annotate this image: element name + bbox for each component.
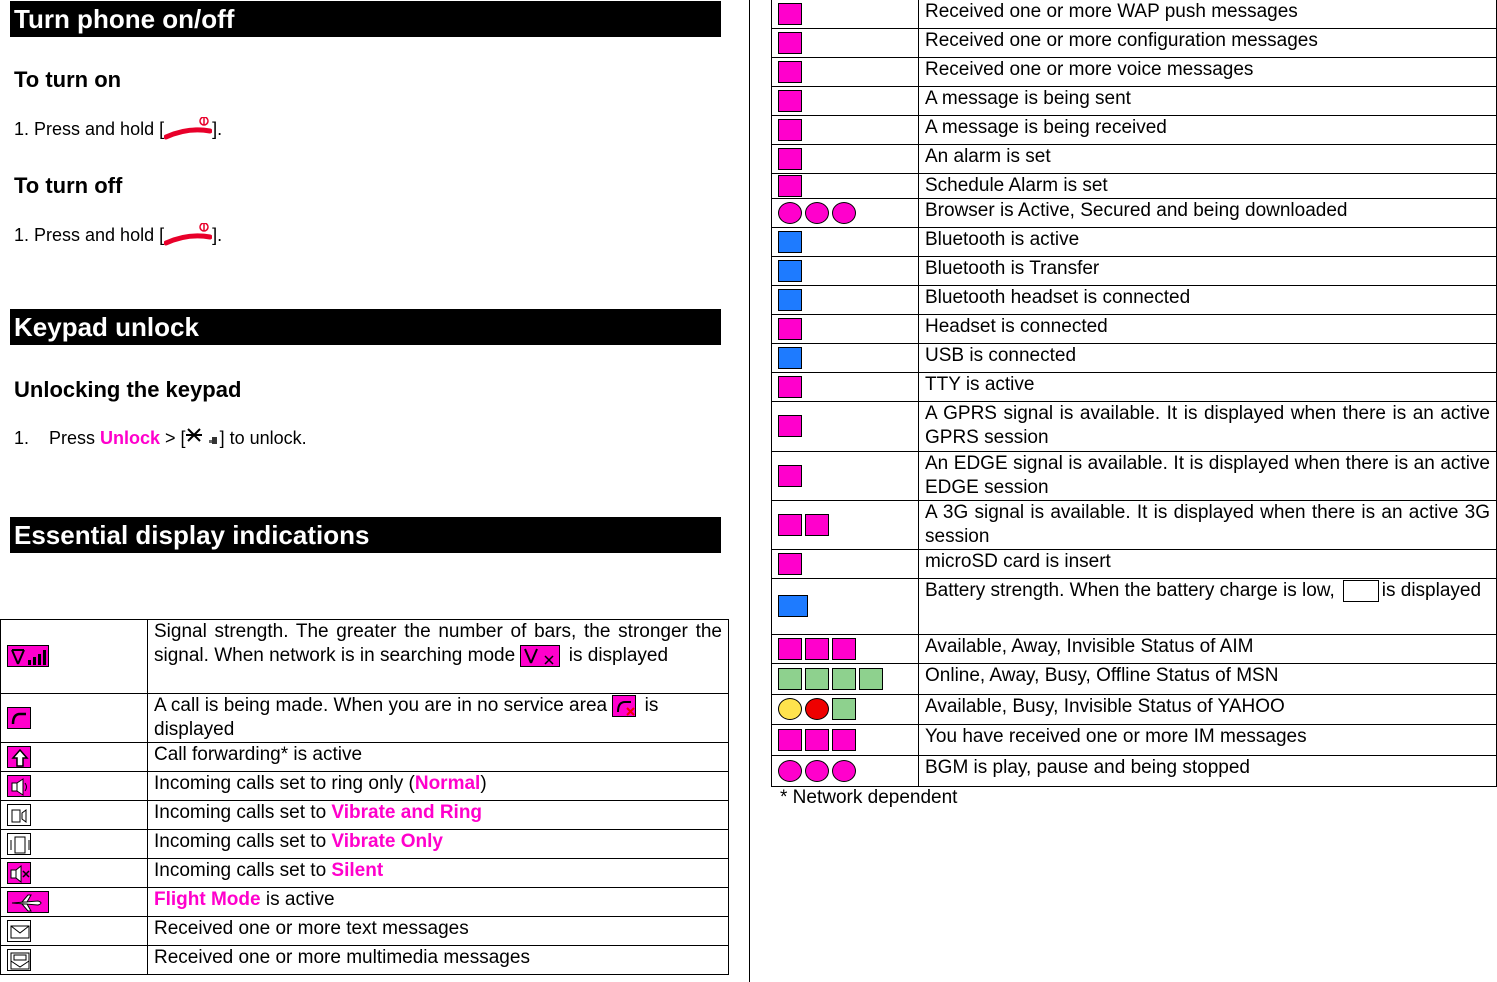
icon-cell xyxy=(772,87,919,116)
description-cell xyxy=(919,579,1497,635)
table-row xyxy=(772,315,1497,344)
description-cell xyxy=(919,756,1497,787)
msn-offline-icon xyxy=(859,668,883,690)
table-row xyxy=(772,635,1497,664)
unlock-step-prefix: 1. Press xyxy=(14,428,101,448)
icon-cell xyxy=(772,725,919,756)
description-text: TTY is active xyxy=(925,374,1035,395)
table-row xyxy=(1,888,729,917)
description-cell xyxy=(919,501,1497,550)
description-cell xyxy=(148,888,729,917)
description-cell xyxy=(919,550,1497,579)
ring-text: Incoming calls set to ring only ( xyxy=(154,773,415,794)
vibrate-icon xyxy=(7,833,31,855)
description-cell xyxy=(919,228,1497,257)
star-key-icon xyxy=(186,427,220,447)
icon-cell xyxy=(1,772,148,801)
headset-icon xyxy=(778,318,802,340)
icon-cell xyxy=(1,859,148,888)
section-header-essential-display: Essential display indications xyxy=(10,517,721,553)
icon-cell xyxy=(772,286,919,315)
description-text: Browser is Active, Secured and being downloaded xyxy=(925,200,1348,221)
icon-cell xyxy=(772,344,919,373)
yahoo-invisible-icon xyxy=(832,698,856,720)
icon-cell xyxy=(772,29,919,58)
icon-cell xyxy=(772,145,919,174)
icon-cell xyxy=(772,756,919,787)
unlocking-heading: Unlocking the keypad xyxy=(14,377,242,402)
turn-on-step-end: ]. xyxy=(212,119,223,139)
description-text: A message is being sent xyxy=(925,88,1131,109)
table-row xyxy=(772,725,1497,756)
description-cell xyxy=(919,0,1497,29)
description-text: A GPRS signal is available. It is displayed when there is an active GPRS session xyxy=(925,403,1490,448)
table-row xyxy=(772,29,1497,58)
call-forward-text: Call forwarding* is active xyxy=(154,744,363,765)
yahoo-available-icon xyxy=(778,698,802,720)
ring-icon xyxy=(7,775,31,797)
icon-cell xyxy=(772,452,919,501)
table-row xyxy=(772,257,1497,286)
description-text: Received one or more WAP push messages xyxy=(925,1,1298,22)
description-text: Bluetooth headset is connected xyxy=(925,287,1191,308)
icon-cell xyxy=(772,550,919,579)
description-text: Battery strength. When the battery charge is low, xyxy=(925,580,1335,601)
im-alert-icon xyxy=(832,729,856,751)
call-icon xyxy=(7,707,31,729)
low-battery-icon xyxy=(1343,580,1379,602)
right-icon-table xyxy=(771,0,1497,787)
table-row xyxy=(1,772,729,801)
icon-cell xyxy=(772,58,919,87)
left-column xyxy=(10,0,721,553)
description-cell xyxy=(919,664,1497,695)
description-text: Received one or more configuration messages xyxy=(925,30,1318,51)
turn-off-heading: To turn off xyxy=(14,173,123,198)
unlock-softkey-label: Unlock xyxy=(100,428,161,448)
flight-mode-icon xyxy=(7,891,49,913)
icon-cell xyxy=(772,116,919,145)
left-icon-table xyxy=(0,619,729,975)
table-row xyxy=(1,917,729,946)
bgm-pause-icon xyxy=(805,760,829,782)
description-text: Bluetooth is active xyxy=(925,229,1080,250)
description-text: Available, Busy, Invisible Status of YAHOO xyxy=(925,696,1285,717)
gprs-icon xyxy=(778,415,802,437)
network-searching-icon xyxy=(520,645,560,667)
ring-mode-label: Normal xyxy=(414,773,481,794)
description-text: Received one or more voice messages xyxy=(925,59,1254,80)
table-row xyxy=(772,174,1497,199)
description-cell xyxy=(148,694,729,743)
table-row xyxy=(1,801,729,830)
call-forward-icon xyxy=(7,746,31,768)
icon-cell xyxy=(772,635,919,664)
description-text: You have received one or more IM messages xyxy=(925,726,1307,747)
icon-cell xyxy=(772,373,919,402)
description-cell xyxy=(148,917,729,946)
flight-mode-label: Flight Mode xyxy=(154,889,261,910)
silent-text: Incoming calls set to xyxy=(154,860,332,881)
table-row xyxy=(772,228,1497,257)
description-cell xyxy=(919,452,1497,501)
signal-strength-text: Signal strength. The greater the number of bars, the stronger the signal. When network is in searching mode xyxy=(154,621,722,666)
turn-off-step-end: ]. xyxy=(212,225,223,245)
description-text: Online, Away, Busy, Offline Status of MSN xyxy=(925,665,1279,686)
table-row xyxy=(772,373,1497,402)
description-text: USB is connected xyxy=(925,345,1077,366)
description-cell xyxy=(919,373,1497,402)
power-key-icon xyxy=(164,117,212,141)
ring-text-b: ) xyxy=(480,773,487,794)
table-row xyxy=(772,756,1497,787)
table-row xyxy=(772,550,1497,579)
table-row xyxy=(772,286,1497,315)
table-row xyxy=(1,743,729,772)
icon-cell xyxy=(772,315,919,344)
icon-cell xyxy=(1,946,148,975)
description-cell xyxy=(919,29,1497,58)
icon-cell xyxy=(1,743,148,772)
description-cell xyxy=(919,145,1497,174)
bluetooth-headset-icon xyxy=(778,289,802,311)
microsd-icon xyxy=(778,553,802,575)
vibrate-ring-mode-label: Vibrate and Ring xyxy=(331,802,483,823)
section-header-keypad-unlock: Keypad unlock xyxy=(10,309,721,345)
im-message-icon xyxy=(778,729,802,751)
description-cell xyxy=(919,695,1497,725)
vibrate-ring-text: Incoming calls set to xyxy=(154,802,332,823)
description-text: An EDGE signal is available. It is displayed when there is an active EDGE session xyxy=(925,453,1490,498)
message-receiving-icon xyxy=(778,119,802,141)
aim-away-icon xyxy=(805,638,829,660)
description-text: Available, Away, Invisible Status of AIM xyxy=(925,636,1254,657)
table-row xyxy=(772,452,1497,501)
tty-icon xyxy=(778,376,802,398)
turn-off-step xyxy=(14,223,721,247)
unlock-step xyxy=(14,427,721,449)
table-row xyxy=(772,87,1497,116)
table-row xyxy=(772,199,1497,228)
call-text-b: is displayed xyxy=(154,695,659,740)
table-row xyxy=(1,946,729,975)
icon-cell xyxy=(1,801,148,830)
silent-mode-label: Silent xyxy=(331,860,384,881)
table-row xyxy=(772,664,1497,695)
table-row xyxy=(772,402,1497,452)
table-row xyxy=(772,695,1497,725)
description-cell xyxy=(919,58,1497,87)
bluetooth-active-icon xyxy=(778,231,802,253)
description-cell xyxy=(919,116,1497,145)
description-text: Bluetooth is Transfer xyxy=(925,258,1100,279)
icon-cell xyxy=(772,501,919,550)
description-cell xyxy=(148,946,729,975)
table-row xyxy=(772,579,1497,635)
power-key-icon xyxy=(164,223,212,247)
configuration-message-icon xyxy=(778,32,802,54)
description-cell xyxy=(919,286,1497,315)
vibrate-mode-label: Vibrate Only xyxy=(331,831,444,852)
message-sending-icon xyxy=(778,90,802,112)
turn-off-step-text: 1. Press and hold [ xyxy=(14,225,165,245)
msn-busy-icon xyxy=(832,668,856,690)
wap-push-icon xyxy=(778,3,802,25)
description-cell xyxy=(148,620,729,694)
text-message-icon xyxy=(7,920,31,942)
icon-cell xyxy=(772,0,919,29)
signal-strength-text-b: is displayed xyxy=(563,645,669,666)
aim-invisible-icon xyxy=(832,638,856,660)
description-text: Schedule Alarm is set xyxy=(925,175,1108,196)
table-row xyxy=(772,145,1497,174)
description-text: BGM is play, pause and being stopped xyxy=(925,757,1250,778)
browser-downloading-icon xyxy=(832,202,856,224)
flight-mode-text: is active xyxy=(260,889,335,910)
description-cell xyxy=(919,402,1497,452)
description-cell xyxy=(919,635,1497,664)
3g-icon xyxy=(778,514,802,536)
turn-on-step-text: 1. Press and hold [ xyxy=(14,119,165,139)
signal-strength-icon xyxy=(7,645,49,667)
icon-cell xyxy=(1,620,148,694)
section-header-turn-phone: Turn phone on/off xyxy=(10,1,721,37)
description-cell xyxy=(919,344,1497,373)
table-row xyxy=(1,620,729,694)
column-divider xyxy=(749,0,750,982)
description-cell xyxy=(919,315,1497,344)
browser-secured-icon xyxy=(805,202,829,224)
description-cell xyxy=(148,830,729,859)
icon-cell xyxy=(772,199,919,228)
description-text: Headset is connected xyxy=(925,316,1108,337)
3g-active-icon xyxy=(805,514,829,536)
usb-icon xyxy=(778,347,802,369)
description-cell xyxy=(919,174,1497,199)
edge-icon xyxy=(778,465,802,487)
turn-on-heading: To turn on xyxy=(14,67,122,92)
multimedia-message-icon xyxy=(7,949,31,971)
turn-on-step xyxy=(14,117,721,141)
icon-cell xyxy=(1,917,148,946)
description-cell xyxy=(919,87,1497,116)
battery-icon xyxy=(778,595,808,617)
description-cell xyxy=(919,199,1497,228)
icon-cell xyxy=(1,830,148,859)
msn-online-icon xyxy=(778,668,802,690)
icon-cell xyxy=(772,257,919,286)
description-cell xyxy=(148,859,729,888)
vibrate-ring-icon xyxy=(7,804,31,826)
table-row xyxy=(772,501,1497,550)
icon-cell xyxy=(772,664,919,695)
table-row xyxy=(772,116,1497,145)
table-row xyxy=(1,830,729,859)
icon-cell xyxy=(1,694,148,743)
schedule-alarm-icon xyxy=(778,175,802,197)
no-service-call-icon xyxy=(612,695,636,717)
browser-active-icon xyxy=(778,202,802,224)
footnote: * Network dependent xyxy=(780,787,958,808)
description-cell xyxy=(919,257,1497,286)
aim-available-icon xyxy=(778,638,802,660)
text-message-text: Received one or more text messages xyxy=(154,918,469,939)
icon-cell xyxy=(772,174,919,199)
bluetooth-transfer-icon xyxy=(778,260,802,282)
table-row xyxy=(1,859,729,888)
table-row xyxy=(1,694,729,743)
description-cell xyxy=(148,801,729,830)
multimedia-message-text: Received one or more multimedia messages xyxy=(154,947,530,968)
call-text: A call is being made. When you are in no service area xyxy=(154,695,608,716)
icon-cell xyxy=(772,228,919,257)
description-cell xyxy=(919,725,1497,756)
description-text: A 3G signal is available. It is displayed when there is an active 3G session xyxy=(925,502,1490,547)
voice-message-icon xyxy=(778,61,802,83)
icon-cell xyxy=(772,402,919,452)
alarm-icon xyxy=(778,148,802,170)
bgm-stop-icon xyxy=(832,760,856,782)
bgm-play-icon xyxy=(778,760,802,782)
icon-cell xyxy=(772,579,919,635)
icon-cell xyxy=(1,888,148,917)
description-text-b: is displayed xyxy=(1381,580,1482,601)
im-message-2-icon xyxy=(805,729,829,751)
description-cell xyxy=(148,772,729,801)
msn-away-icon xyxy=(805,668,829,690)
table-row xyxy=(772,58,1497,87)
icon-cell xyxy=(772,695,919,725)
description-text: An alarm is set xyxy=(925,146,1051,167)
description-text: microSD card is insert xyxy=(925,551,1111,572)
silent-icon xyxy=(7,862,31,884)
description-cell xyxy=(148,743,729,772)
table-row xyxy=(772,344,1497,373)
unlock-step-mid: > [ xyxy=(160,428,186,448)
vibrate-text: Incoming calls set to xyxy=(154,831,332,852)
description-text: A message is being received xyxy=(925,117,1167,138)
unlock-step-end: ] to unlock. xyxy=(219,428,307,448)
table-row xyxy=(772,0,1497,29)
yahoo-busy-icon xyxy=(805,698,829,720)
